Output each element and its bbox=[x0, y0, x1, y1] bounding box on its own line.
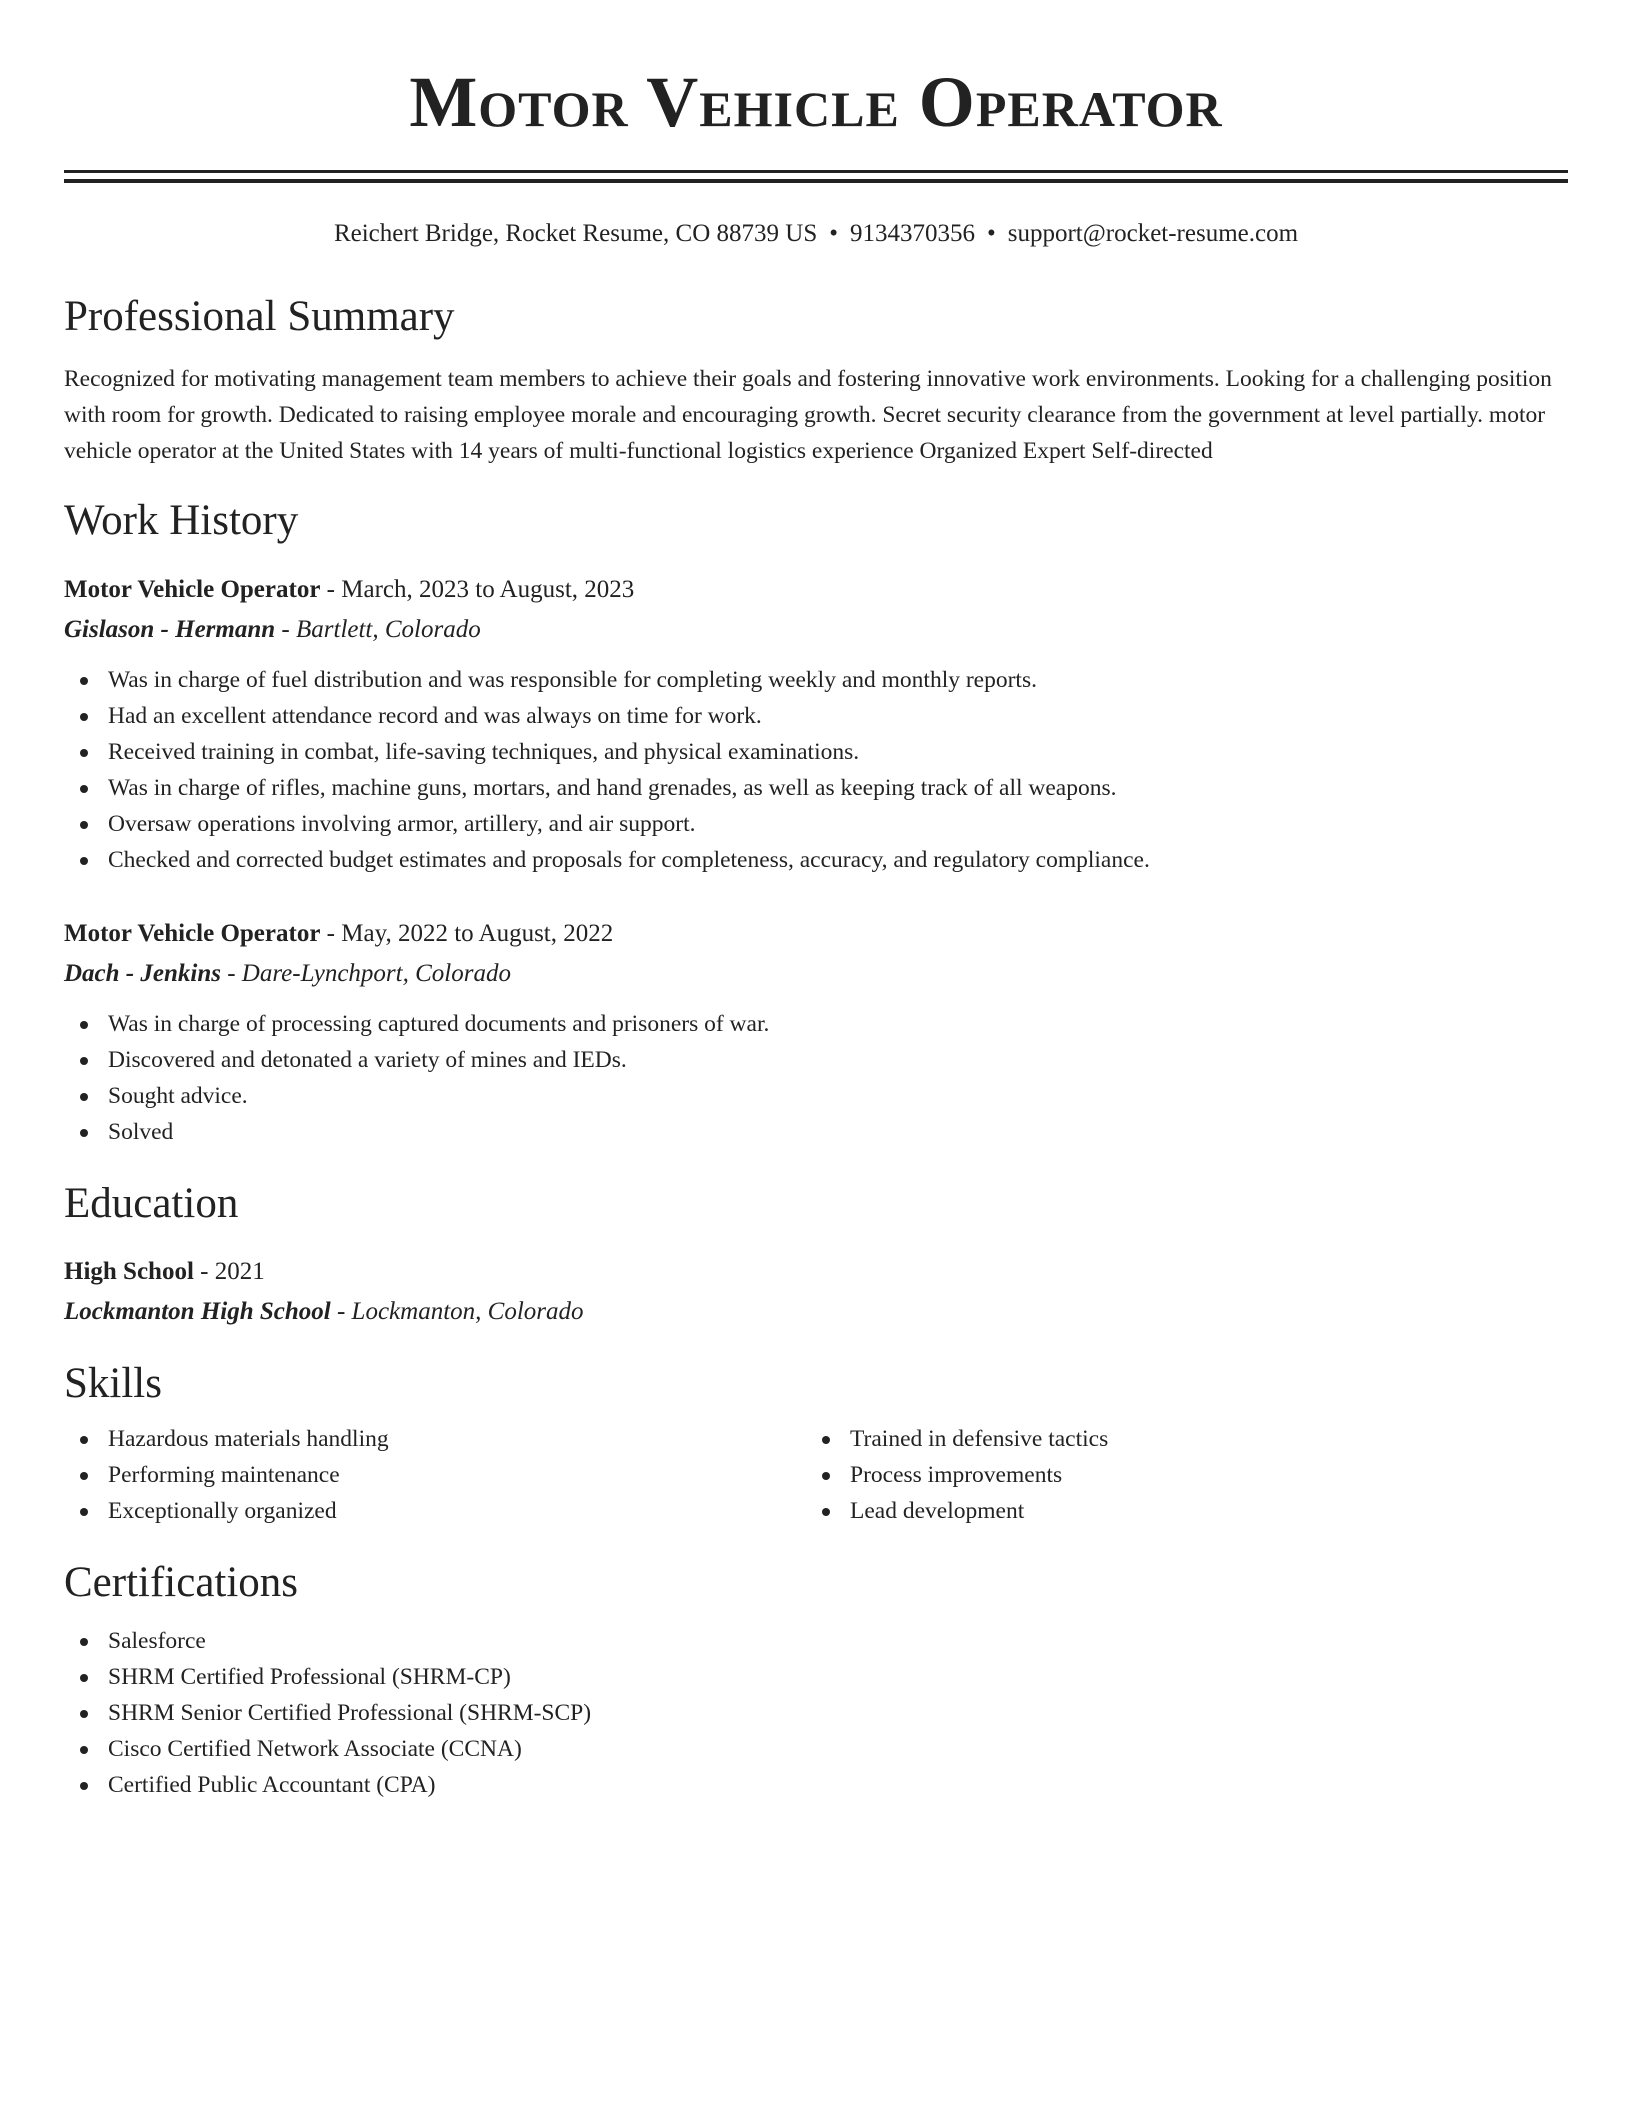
education-heading: Education bbox=[64, 1180, 239, 1228]
education-entry bbox=[64, 1252, 1568, 1332]
job-dates: - March, 2023 to August, 2023 bbox=[320, 576, 635, 604]
list-item: SHRM Certified Professional (SHRM-CP) bbox=[108, 1659, 1568, 1695]
list-item: Exceptionally organized bbox=[108, 1493, 806, 1529]
education-degree-line bbox=[64, 1252, 1568, 1292]
list-item: Was in charge of fuel distribution and was responsible for completing weekly and monthly reports. bbox=[108, 662, 1568, 698]
job-dates: - May, 2022 to August, 2022 bbox=[320, 920, 614, 948]
education-location: - Lockmanton, Colorado bbox=[330, 1297, 584, 1325]
list-item: Trained in defensive tactics bbox=[850, 1421, 1568, 1457]
job-company-line bbox=[64, 610, 1568, 650]
job-location: - Dare-Lynchport, Colorado bbox=[220, 960, 511, 988]
education-year: - 2021 bbox=[193, 1257, 265, 1285]
work-history-heading: Work History bbox=[64, 496, 299, 544]
education-school: Lockmanton High School bbox=[64, 1297, 331, 1325]
contact-line bbox=[64, 219, 1568, 249]
summary-heading: Professional Summary bbox=[64, 293, 455, 340]
list-item: Sought advice. bbox=[108, 1078, 1568, 1114]
resume-name: Motor Vehicle Operator bbox=[409, 62, 1223, 142]
contact-email: support@rocket-resume.com bbox=[1007, 220, 1299, 247]
job-role: Motor Vehicle Operator bbox=[64, 920, 321, 948]
skills-column-right bbox=[806, 1421, 1568, 1529]
job-heading bbox=[64, 570, 1568, 610]
list-item: Salesforce bbox=[108, 1623, 1568, 1659]
contact-phone: 9134370356 bbox=[849, 220, 975, 247]
contact-separator: • bbox=[829, 220, 838, 247]
list-item: Had an excellent attendance record and was always on time for work. bbox=[108, 698, 1568, 734]
list-item: Was in charge of rifles, machine guns, mortars, and hand grenades, as well as keeping track of all weapons. bbox=[108, 770, 1568, 806]
list-item: Lead development bbox=[850, 1493, 1568, 1529]
list-item: Hazardous materials handling bbox=[108, 1421, 806, 1457]
job-location: - Bartlett, Colorado bbox=[275, 616, 481, 644]
list-item: Was in charge of processing captured documents and prisoners of war. bbox=[108, 1006, 1568, 1042]
job-bullets bbox=[64, 662, 1568, 878]
header-double-rule bbox=[64, 170, 1568, 183]
list-item: Received training in combat, life-saving techniques, and physical examinations. bbox=[108, 734, 1568, 770]
job-entry bbox=[64, 570, 1568, 878]
list-item: Certified Public Accountant (CPA) bbox=[108, 1767, 1568, 1803]
list-item: Oversaw operations involving armor, artillery, and air support. bbox=[108, 806, 1568, 842]
skills-column-left bbox=[64, 1421, 806, 1529]
certifications-list bbox=[64, 1623, 1568, 1803]
job-company: Dach - Jenkins bbox=[64, 960, 221, 988]
education-degree: High School bbox=[64, 1257, 194, 1285]
list-item: Performing maintenance bbox=[108, 1457, 806, 1493]
list-item: Process improvements bbox=[850, 1457, 1568, 1493]
summary-text: Recognized for motivating management team members to achieve their goals and fostering innovative work environments. Looking for a challenging position with room for growth. Dedicated to raising employee morale and encouraging growth. Secret security clearance from the government at level partially. motor vehicle operator at the United States with 14 years of multi-functional logistics experience Organized Expert Self-directed bbox=[64, 365, 1552, 464]
job-entry bbox=[64, 914, 1568, 1150]
education-school-line bbox=[64, 1292, 1568, 1332]
list-item: Checked and corrected budget estimates and proposals for completeness, accuracy, and regulatory compliance. bbox=[108, 842, 1568, 878]
skills-heading: Skills bbox=[64, 1359, 162, 1407]
job-company-line bbox=[64, 954, 1568, 994]
list-item: SHRM Senior Certified Professional (SHRM-SCP) bbox=[108, 1695, 1568, 1731]
job-company: Gislason - Hermann bbox=[64, 616, 276, 644]
job-heading bbox=[64, 914, 1568, 954]
list-item: Solved bbox=[108, 1114, 1568, 1150]
job-bullets bbox=[64, 1006, 1568, 1150]
skills-grid bbox=[64, 1421, 1568, 1529]
job-role: Motor Vehicle Operator bbox=[64, 576, 321, 604]
contact-separator: • bbox=[986, 220, 996, 247]
list-item: Cisco Certified Network Associate (CCNA) bbox=[108, 1731, 1568, 1767]
certifications-heading: Certifications bbox=[64, 1559, 299, 1607]
list-item: Discovered and detonated a variety of mines and IEDs. bbox=[108, 1042, 1568, 1078]
contact-address: Reichert Bridge, Rocket Resume, CO 88739 US bbox=[333, 220, 818, 247]
